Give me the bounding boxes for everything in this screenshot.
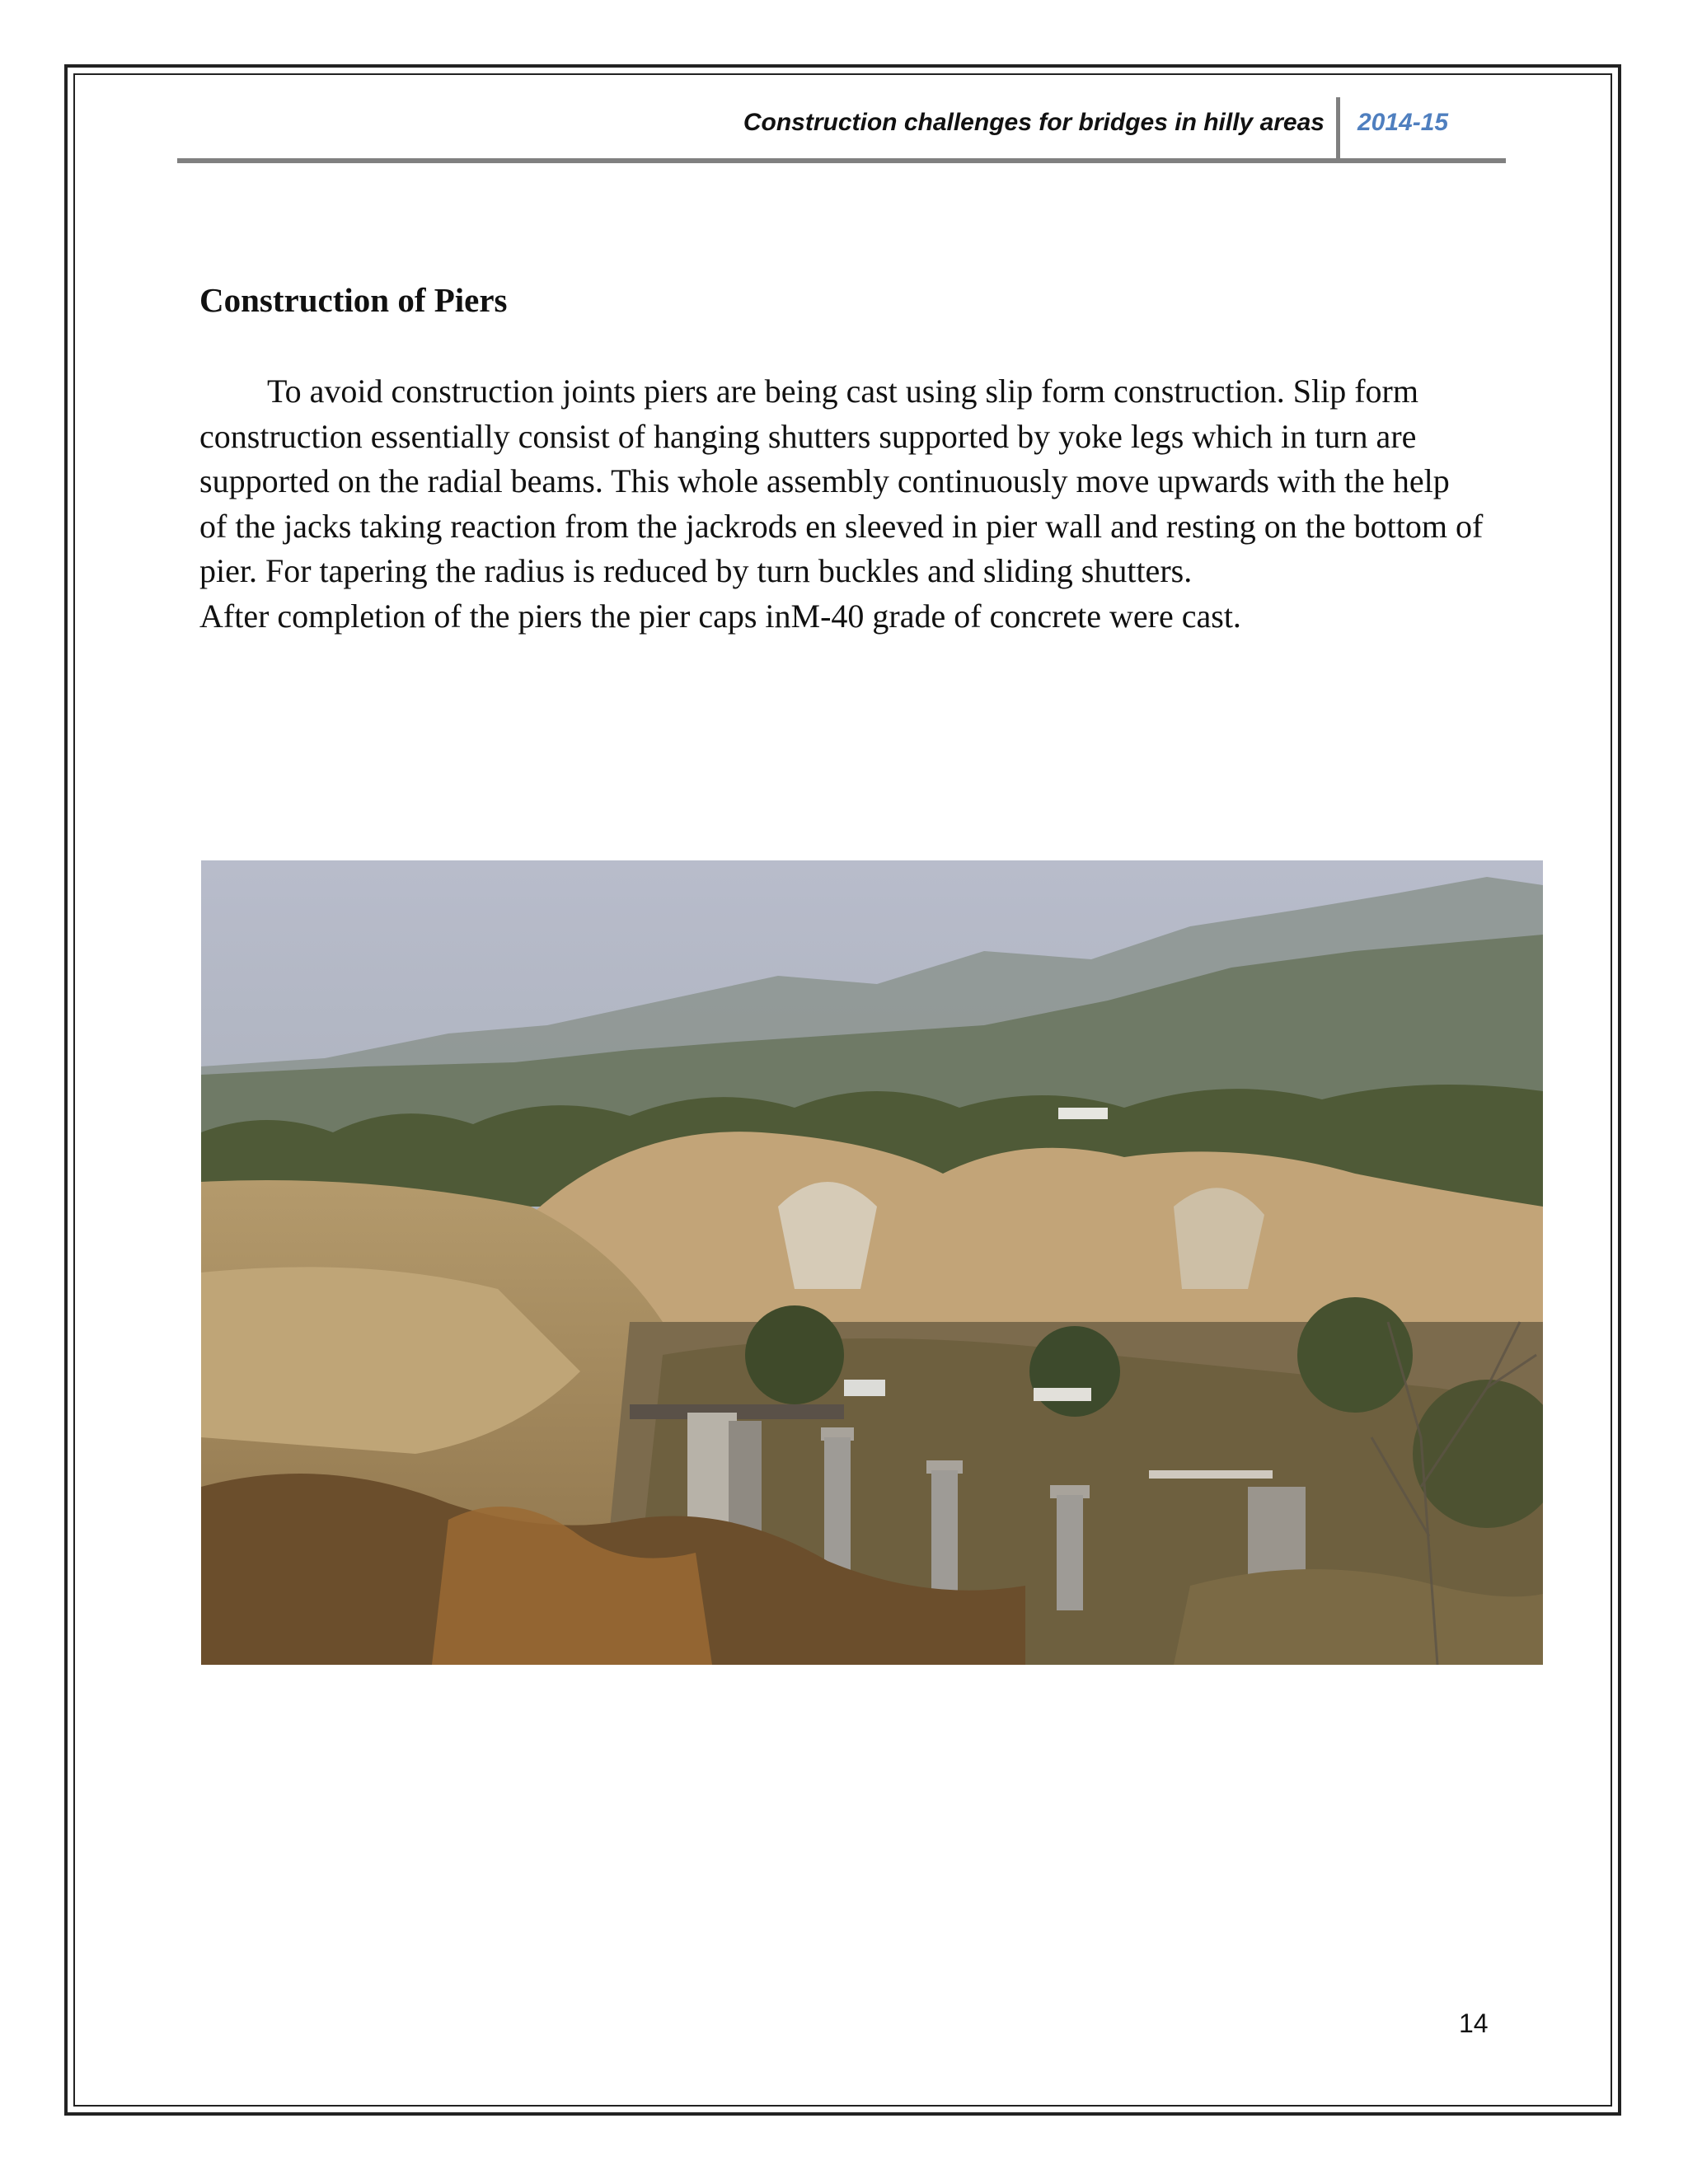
paragraph-pier-caps: After completion of the piers the pier caps inM-40 grade of concrete were cast.: [199, 597, 1241, 635]
header-rule: [177, 158, 1506, 163]
bridge-piers-photo-icon: [201, 860, 1543, 1665]
section-title: Construction of Piers: [199, 281, 508, 319]
body-text: [199, 369, 1485, 639]
paragraph-slip-form: To avoid construction joints piers are being cast using slip form construction. Slip form construction essentially consist of hanging shutters supported by yoke legs which in turn are supported on the radial beams. This whole assembly continuously move upwards with the help of the jacks taking reaction from the jackrods en sleeved in pier wall and resting on the bottom of pier. For tapering the radius is reduced by turn buckles and sliding shutters.: [199, 373, 1484, 589]
page-header: [177, 97, 1506, 163]
photo-illustration: [201, 860, 1543, 1665]
header-title: Construction challenges for bridges in hilly areas: [743, 109, 1325, 136]
header-year: 2014-15: [1357, 109, 1449, 136]
page-number: 14: [1459, 2008, 1489, 2038]
header-separator: [1336, 97, 1340, 162]
